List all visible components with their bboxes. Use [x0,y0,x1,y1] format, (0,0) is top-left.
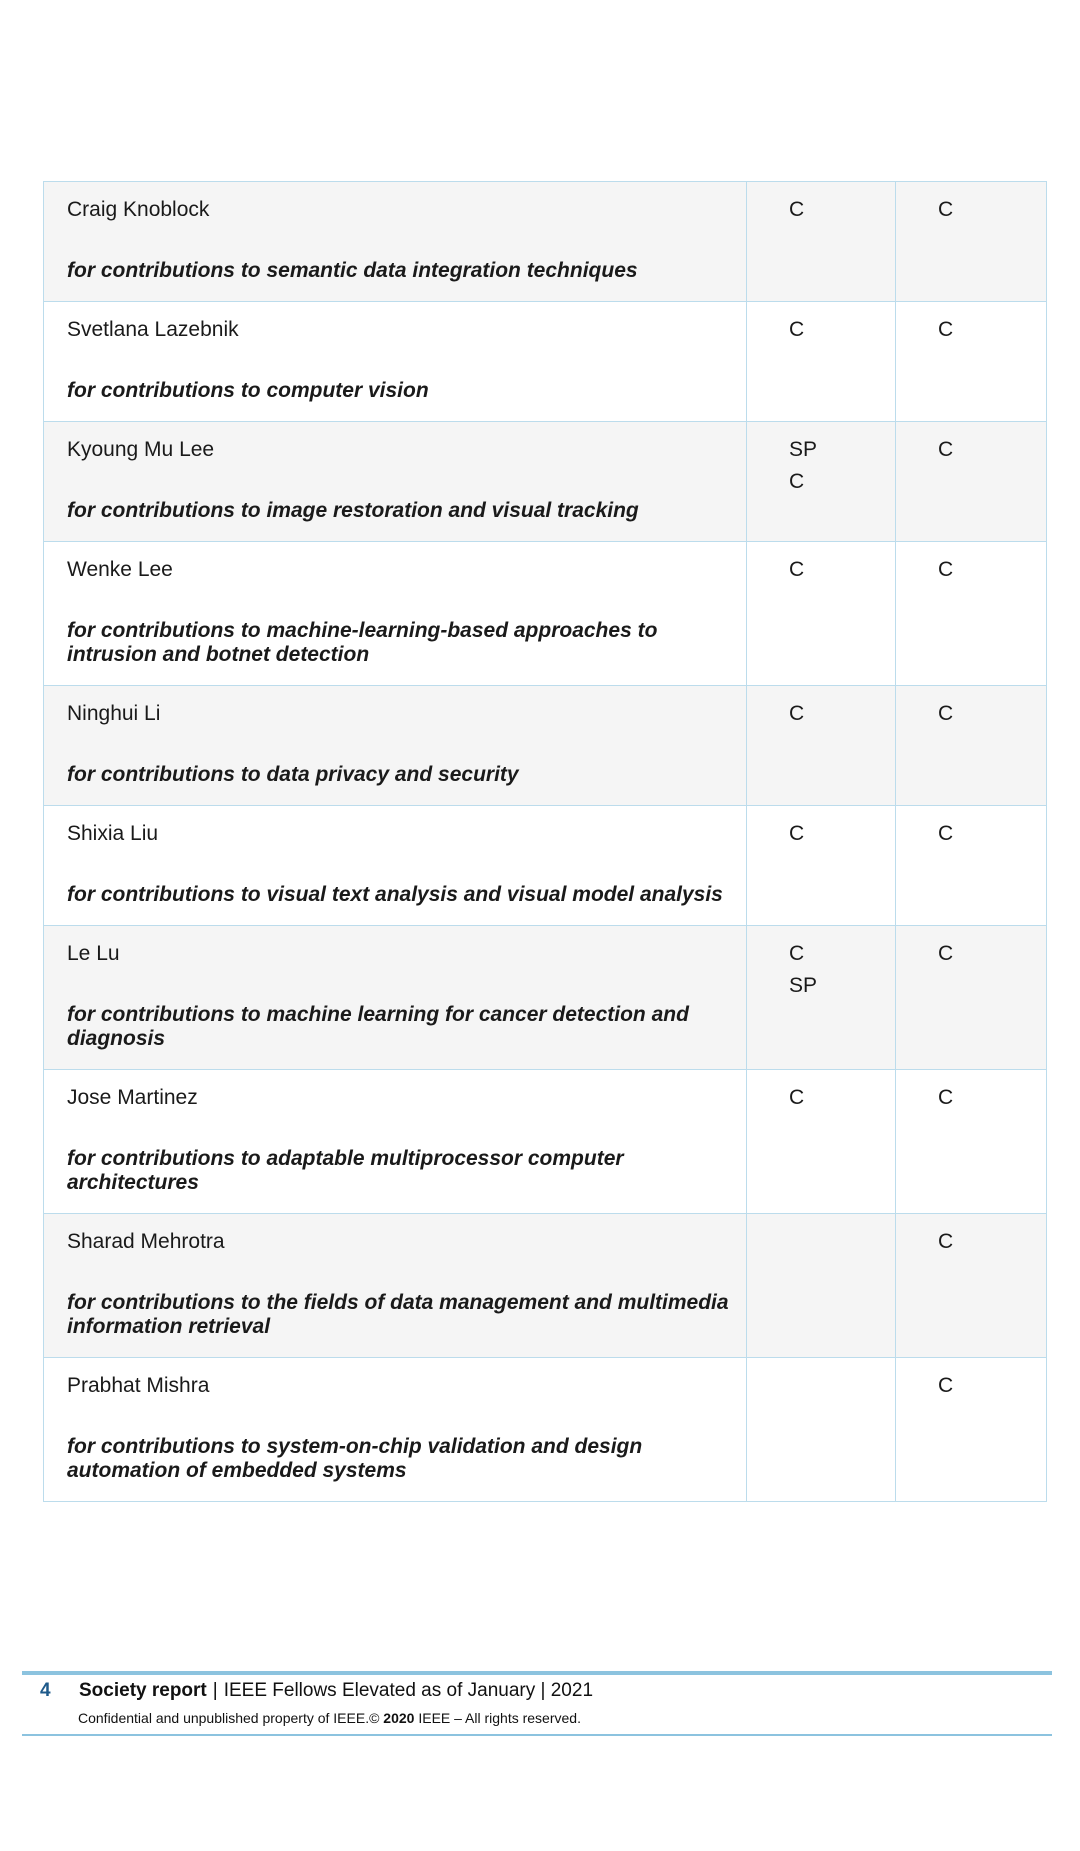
fellow-name: Sharad Mehrotra [67,1230,225,1253]
code-value: C [789,942,805,965]
code-list [896,806,1046,850]
code-value: C [938,318,954,341]
society-code-cell [747,1358,896,1502]
category-code-cell [896,182,1047,302]
table-row [44,302,1047,422]
fellow-name: Craig Knoblock [67,198,210,221]
report-subtitle: IEEE Fellows Elevated as of January | 2021 [223,1680,594,1701]
fellow-citation: for contributions to image restoration and visual tracking [67,499,639,522]
fellow-cell [44,422,747,542]
fellow-name: Wenke Lee [67,558,173,581]
society-code-cell [747,182,896,302]
fellow-citation: for contributions to data privacy and security [67,763,519,786]
fellow-cell [44,542,747,686]
fellow-name: Shixia Liu [67,822,159,845]
fellow-citation: for contributions to adaptable multiprocessor computer architectures [67,1147,624,1194]
table-row [44,542,1047,686]
fellow-cell [44,1070,747,1214]
fellow-cell [44,686,747,806]
report-label: Society report [79,1680,207,1701]
fellow-name: Ninghui Li [67,702,161,725]
code-list [747,182,895,226]
code-list [747,686,895,730]
code-value: C [789,470,805,493]
fellow-citation: for contributions to machine-learning-based approaches to intrusion and botnet detection [67,619,658,666]
category-code-cell [896,1070,1047,1214]
category-code-cell [896,542,1047,686]
code-value: SP [789,974,818,997]
code-value: C [789,198,805,221]
code-list [896,182,1046,226]
fellow-cell [44,182,747,302]
fellow-citation: for contributions to the fields of data management and multimedia information retrieval [67,1291,729,1338]
fellow-name: Le Lu [67,942,120,965]
table-row [44,1358,1047,1502]
code-value: C [789,822,805,845]
code-value: C [938,438,954,461]
code-value: C [938,1086,954,1109]
fellow-name: Svetlana Lazebnik [67,318,239,341]
category-code-cell [896,302,1047,422]
code-list [896,1214,1046,1258]
code-value: SP [789,438,818,461]
code-list [747,1070,895,1114]
category-code-cell [896,1214,1047,1358]
fellow-citation: for contributions to semantic data integration techniques [67,259,638,282]
code-value: C [938,198,954,221]
code-list [896,1358,1046,1402]
code-list [747,1358,895,1370]
confidential-notice [78,1710,581,1726]
code-list [896,926,1046,970]
footer-rule-top [22,1671,1052,1675]
society-code-cell [747,422,896,542]
fellow-cell [44,1358,747,1502]
category-code-cell [896,422,1047,542]
category-code-cell [896,806,1047,926]
fellow-cell [44,302,747,422]
code-value: C [938,558,954,581]
fellow-cell [44,926,747,1070]
code-list [896,302,1046,346]
copyright-year: 2020 [383,1710,415,1726]
code-value: C [789,318,805,341]
code-list [747,806,895,850]
fellow-citation: for contributions to visual text analysis and visual model analysis [67,883,723,906]
page-number: 4 [40,1680,51,1701]
code-list [896,686,1046,730]
code-value: C [938,1230,954,1253]
table-row [44,1070,1047,1214]
society-code-cell [747,926,896,1070]
fellow-citation: for contributions to machine learning for cancer detection and diagnosis [67,1003,689,1050]
footer-title [79,1680,593,1702]
table-row [44,806,1047,926]
code-value: C [938,822,954,845]
fellow-citation: for contributions to computer vision [67,379,429,402]
fellow-cell [44,1214,747,1358]
table-row [44,926,1047,1070]
code-list [747,542,895,586]
table-row [44,182,1047,302]
code-list [747,422,895,498]
code-list [896,422,1046,466]
code-list [747,1214,895,1226]
society-code-cell [747,806,896,926]
society-code-cell [747,686,896,806]
society-code-cell [747,1070,896,1214]
code-list [747,302,895,346]
footer-rule-bottom [22,1734,1052,1736]
confidential-prefix: Confidential and unpublished property of IEEE.© [78,1710,384,1726]
table-row [44,422,1047,542]
code-value: C [938,1374,954,1397]
table-row [44,686,1047,806]
confidential-suffix: IEEE – All rights reserved. [414,1710,581,1726]
code-value: C [938,942,954,965]
code-list [896,1070,1046,1114]
society-code-cell [747,542,896,686]
code-list [747,926,895,1002]
society-code-cell [747,302,896,422]
code-value: C [789,558,805,581]
fellow-name: Prabhat Mishra [67,1374,210,1397]
fellow-cell [44,806,747,926]
category-code-cell [896,1358,1047,1502]
code-list [896,542,1046,586]
footer-separator: | [212,1680,218,1701]
fellows-table [43,181,1047,1502]
category-code-cell [896,686,1047,806]
code-value: C [789,1086,805,1109]
code-value: C [789,702,805,725]
category-code-cell [896,926,1047,1070]
table-row [44,1214,1047,1358]
fellow-name: Kyoung Mu Lee [67,438,215,461]
society-code-cell [747,1214,896,1358]
code-value: C [938,702,954,725]
fellow-citation: for contributions to system-on-chip validation and design automation of embedded systems [67,1435,643,1482]
fellow-name: Jose Martinez [67,1086,198,1109]
fellows-table-body [44,182,1047,1502]
